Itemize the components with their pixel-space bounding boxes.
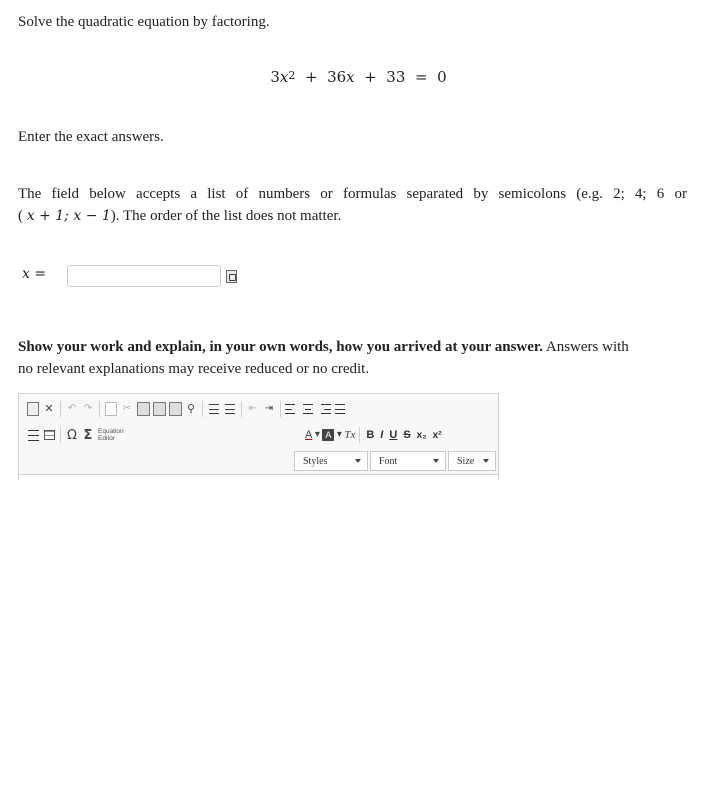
horizontal-rule-icon[interactable] (26, 428, 40, 442)
toolbar-separator (60, 401, 61, 417)
subscript-button[interactable]: x₂ (416, 429, 427, 441)
eq-const-c: 33 (386, 68, 406, 86)
eq-exponent: 2 (288, 69, 296, 82)
numbered-list-icon[interactable] (207, 402, 221, 416)
toolbar-separator (99, 401, 100, 417)
paste-text-icon[interactable] (152, 402, 166, 416)
maximize-icon[interactable]: ✕ (44, 402, 54, 415)
question-prompt: Solve the quadratic equation by factoring. (18, 14, 270, 30)
eq-var: x (279, 68, 289, 86)
align-center-icon[interactable] (301, 402, 315, 416)
chevron-down-icon (433, 459, 439, 463)
source-icon[interactable] (26, 402, 40, 416)
redo-icon[interactable]: ↷ (83, 403, 93, 414)
align-right-icon[interactable] (317, 402, 331, 416)
toolbar-separator (60, 427, 61, 443)
answer-label-eq: = (34, 266, 47, 282)
eq-coef-a: 3 (270, 68, 280, 86)
toolbar-separator (202, 401, 203, 417)
eq-op-plus: + (364, 68, 377, 86)
copy-icon[interactable] (104, 402, 118, 416)
table-icon[interactable] (42, 428, 56, 442)
editor-content-area[interactable] (19, 474, 498, 481)
italic-button[interactable]: I (380, 429, 384, 441)
bulleted-list-icon[interactable] (223, 402, 237, 416)
equation-editor-button[interactable] (96, 428, 124, 442)
work-instructions-line1 (18, 336, 687, 358)
bold-button[interactable]: B (366, 429, 375, 441)
quadratic-equation (0, 68, 717, 86)
font-label: Font (379, 455, 398, 467)
cut-icon[interactable]: ✂ (122, 403, 132, 414)
preview-icon[interactable] (226, 270, 237, 283)
undo-icon[interactable]: ↶ (67, 403, 77, 414)
equation-editor-label-2: Editor (98, 435, 115, 442)
size-label: Size (457, 455, 475, 467)
instructions-open-paren: ( (18, 208, 23, 224)
eq-var: x (346, 68, 355, 86)
remove-format-icon[interactable]: Tx (344, 428, 356, 441)
instructions-line2 (18, 205, 341, 227)
work-instructions-line2: no relevant explanations may receive reduced or no credit. (18, 361, 370, 377)
styles-dropdown[interactable] (294, 451, 368, 471)
bg-color-button[interactable]: A (322, 429, 334, 441)
toolbar-row-1 (25, 400, 348, 418)
eq-coef-b: 36 (327, 68, 347, 86)
work-instructions-bold: Show your work and explain, in your own words, how you arrived at your answer. (18, 339, 543, 355)
answer-input[interactable] (67, 265, 221, 287)
superscript-button[interactable]: x² (432, 429, 442, 441)
font-dropdown[interactable] (370, 451, 446, 471)
align-left-icon[interactable] (285, 402, 299, 416)
special-char-icon[interactable]: Ω (67, 427, 77, 443)
toolbar-separator (359, 427, 360, 443)
chevron-down-icon (355, 459, 361, 463)
chevron-down-icon (483, 459, 489, 463)
outdent-icon[interactable]: ⇤ (248, 403, 258, 414)
text-color-button[interactable]: A (305, 428, 313, 441)
find-icon[interactable]: ⚲ (186, 402, 196, 415)
eq-rhs: 0 (437, 68, 447, 86)
answer-label-var: x (22, 266, 30, 282)
work-instructions-normal: Answers with (542, 339, 629, 355)
bg-color-dropdown-icon[interactable]: ▾ (336, 429, 342, 440)
eq-op-plus: + (304, 68, 318, 86)
size-dropdown[interactable] (448, 451, 496, 471)
align-justify-icon[interactable] (333, 402, 347, 416)
toolbar-separator (241, 401, 242, 417)
toolbar-row-2-right (304, 426, 445, 444)
instructions-example-math: x + 1; x − 1 (26, 208, 111, 224)
underline-button[interactable]: U (389, 429, 398, 441)
answer-label (22, 266, 46, 282)
text-color-dropdown-icon[interactable]: ▾ (314, 429, 320, 440)
toolbar-separator (280, 401, 281, 417)
enter-exact-text: Enter the exact answers. (18, 129, 164, 145)
indent-icon[interactable]: ⇥ (264, 403, 274, 414)
paste-icon[interactable] (136, 402, 150, 416)
eq-equals: = (414, 68, 428, 86)
strikethrough-button[interactable]: S (403, 429, 411, 441)
sigma-icon[interactable]: Σ (83, 427, 93, 443)
paste-word-icon[interactable] (168, 402, 182, 416)
instructions-line2-text: ). The order of the list does not matter. (110, 208, 342, 224)
instructions-line1: The field below accepts a list of numbers or formulas separated by semicolons (e.g. 2; 4; 6 or (18, 186, 687, 202)
styles-label: Styles (303, 455, 328, 467)
toolbar-row-2-left (25, 426, 124, 444)
equation-editor-label-1: Equation (98, 428, 124, 435)
